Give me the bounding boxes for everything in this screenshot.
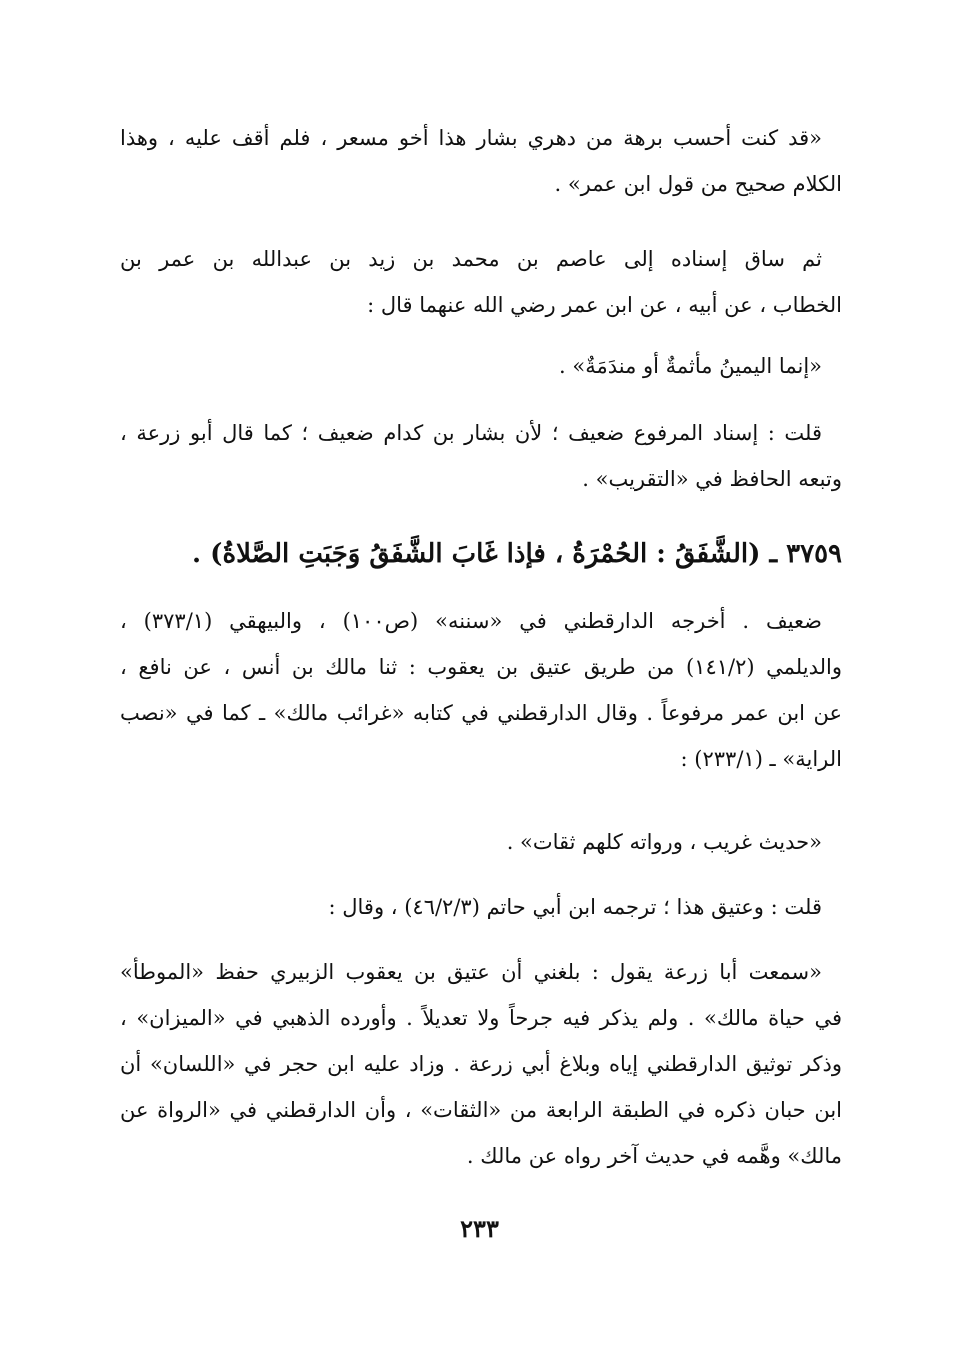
comment-paragraph-2 (120, 884, 842, 930)
text-line: «إنما اليمينُ مأثمةٌ أو مندَمَةٌ» . (559, 354, 822, 378)
text-line: قلت : وعتيق هذا ؛ ترجمه ابن أبي حاتم (٤٦/٢/٣) ، وقال : (328, 895, 822, 919)
hadith-heading: ٣٧٥٩ ـ (الشَّفَقُ : الحُمْرَةُ ، فإذا غَابَ الشَّفَقُ وَجَبَتِ الصَّلاةُ) . (192, 539, 842, 569)
takhrij-paragraph (120, 598, 842, 782)
text-line: مالك» وهَّمه في حديث آخر رواه عن مالك . (466, 1144, 842, 1168)
comment-paragraph-1 (120, 410, 842, 502)
text-line: الكلام صحيح من قول ابن عمر» . (554, 172, 842, 196)
hadith-text (120, 343, 842, 389)
quote-paragraph-1 (120, 115, 842, 207)
text-line: ضعيف . أخرجه الدارقطني في «سننه» (ص١٠٠) ، والبيهقي (٣٧٣/١) ، (120, 609, 823, 633)
text-line: الراية» ـ (٢٣٣/١) : (680, 747, 842, 771)
text-line: قلت : إسناد المرفوع ضعيف ؛ لأن بشار بن كدام ضعيف ؛ كما قال أبو زرعة ، (120, 421, 822, 445)
text-line: والديلمي (١٤١/٢) من طريق عتيق بن يعقوب : ثنا مالك بن أنس ، عن نافع ، (120, 655, 842, 679)
text-line: في حياة مالك» . ولم يذكر فيه جرحاً ولا تعديلاً . وأورده الذهبي في «الميزان» ، (120, 1006, 842, 1030)
text-line: وتبعه الحافظ في «التقريب» . (582, 467, 842, 491)
quote-paragraph-3 (120, 949, 842, 1179)
quote-paragraph-2 (120, 819, 842, 865)
text-line: الخطاب ، عن أبيه ، عن ابن عمر رضي الله عنهما قال : (367, 293, 842, 317)
text-line: ابن حبان ذكره في الطبقة الرابعة من «الثقات» ، وأن الدارقطني في «الرواة عن (120, 1098, 842, 1122)
text-line: «قد كنت أحسب برهة من دهري بشار هذا أخو مسعر ، فلم أقف عليه ، وهذا (120, 126, 822, 150)
text-line: «سمعت أبا زرعة يقول : بلغني أن عتيق بن يعقوب الزبيري حفظ «الموطأ» (120, 960, 822, 984)
text-line: وذكر توثيق الدارقطني إياه وبلاغ أبي زرعة . وزاد عليه ابن حجر في «اللسان» أن (120, 1052, 842, 1076)
text-line: عن ابن عمر مرفوعاً . وقال الدارقطني في كتابه «غرائب مالك» ـ كما في «نصب (120, 701, 842, 725)
page-number: ٢٣٣ (460, 1214, 499, 1243)
text-line: ثم ساق إسناده إلى عاصم بن محمد بن زيد بن عبدالله بن عمر بن (120, 247, 822, 271)
text-line: «حديث غريب ، ورواته كلهم ثقات» . (506, 830, 822, 854)
isnad-paragraph (120, 236, 842, 328)
